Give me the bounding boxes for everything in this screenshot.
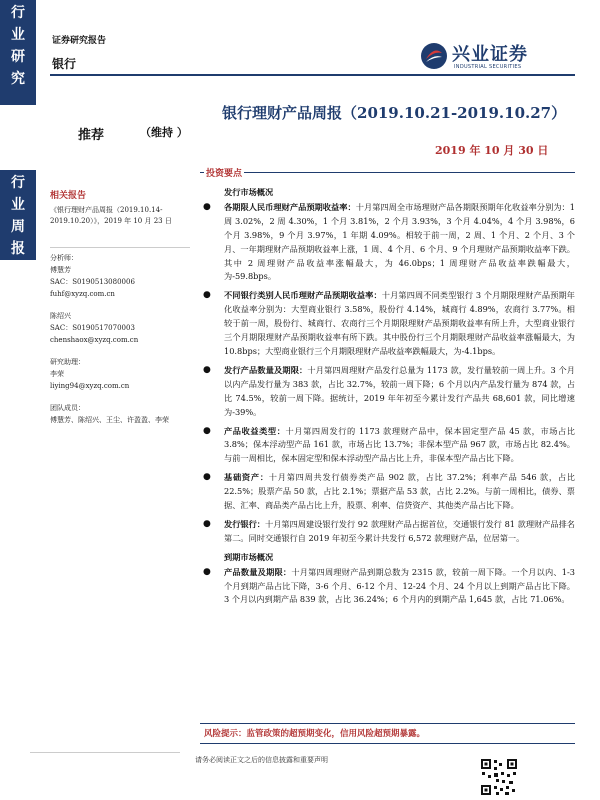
subsection-heading: 发行市场概况	[224, 187, 274, 197]
para-lead: 产品数量及期限：	[224, 566, 292, 577]
related-reports-heading: 相关报告	[50, 191, 87, 201]
main-content	[200, 186, 575, 612]
tag-char: 行	[11, 175, 25, 191]
tag-char: 报	[11, 241, 25, 257]
brand-mark-icon	[420, 42, 448, 70]
analyst-sac: SAC：S0190517070003	[50, 324, 135, 332]
analyst-card	[50, 252, 190, 300]
analyst-name: 傅慧芳	[50, 266, 71, 274]
bullet-icon: ●	[203, 425, 211, 436]
assistant-email[interactable]: liying94@xyzq.com.cn	[50, 382, 130, 390]
bullet-icon: ●	[203, 566, 211, 577]
rating-note: （维持 ）	[140, 126, 188, 139]
content-divider	[200, 723, 575, 724]
brand-name: 兴业证券	[452, 44, 528, 65]
para-lead: 各期限人民币理财产品预期收益率：	[224, 201, 356, 212]
para-lead: 不同银行类别人民币理财产品预期收益率：	[224, 290, 382, 301]
analyst-card	[50, 310, 190, 346]
bullet-paragraph	[200, 518, 575, 546]
disclaimer-note: 请务必阅读正文之后的信息披露和重要声明	[195, 756, 328, 764]
bullet-icon: ●	[203, 364, 211, 375]
tag-char: 周	[11, 219, 25, 235]
section-heading: 投资要点	[204, 166, 244, 179]
rating-label: 推荐	[78, 128, 105, 143]
analyst-email[interactable]: chenshaox@xyzq.com.cn	[50, 336, 139, 344]
bullet-icon: ●	[203, 518, 211, 529]
risk-warning: 风险提示：监管政策的超预期变化，信用风险超预期暴露。	[204, 729, 426, 739]
team-role: 团队成员：	[50, 404, 85, 412]
bullet-paragraph	[200, 566, 575, 608]
para-text: 十月第四周理财产品发行总量为 1173 款，发行量较前一周上升。3 个月以内产品发行量为 383 款，占比 32.7%，较前一周下降；6 个月以内产品发行量为 874 款，占比 74.5%，较前一周下降。据统计，2019 年年初至今累计发行产品共 68,601 款，同比增速为-39%。	[224, 364, 575, 417]
report-date: 2019 年 10 月 30 日	[435, 144, 549, 157]
tag-char: 业	[11, 27, 25, 43]
qr-code-icon	[480, 758, 518, 796]
bullet-paragraph	[200, 289, 575, 359]
para-text: 十月第四周发行的 1173 款理财产品中，保本固定型产品 45 款，市场占比 3.8%；保本浮动型产品 161 款，市场占比 13.7%；非保本型产品 967 款，市场占比 82.4%。与前一周相比，保本固定型和保本浮动型产品占比上升，非保本型产品占比下降。	[224, 425, 575, 464]
tag-char: 行	[11, 5, 25, 21]
bullet-paragraph	[200, 425, 575, 467]
assistant-role: 研究助理：	[50, 358, 85, 366]
tag-char: 究	[11, 71, 25, 87]
analyst-name: 陈绍兴	[50, 312, 71, 320]
para-text: 十月第四周全市场理财产品各期限预期年化收益率分别为：1 周 3.02%，2 周 4.30%，1 个月 3.81%，2 个月 3.93%，3 个月 4.04%，4 个月 3.98%，6 个月 3.98%，9 个月 3.97%，1 年期 4.09%。相较于前一周，2 周、1 个月、2 个月、3 个月、一年期理财产品预期收益率上涨，1 周、4 个月、6 个月、9 个月理财产品预期收益率下跌。其中 2 周理财产品收益率涨幅最大，为 46.0bps；1 周理财产品收益率跌幅最大，为-59.8bps。	[224, 201, 575, 282]
brand-logo	[420, 42, 580, 72]
assistant-card	[50, 356, 190, 392]
section-divider	[200, 172, 575, 173]
para-text: 十月第四周建设银行发行 92 款理财产品占据首位，交通银行发行 81 款理财产品排名第二。同时交通银行自 2019 年初至今累计共发行 6,572 款理财产品，位居第一。	[224, 518, 575, 543]
para-lead: 发行产品数量及期限：	[224, 364, 308, 375]
tag-char: 业	[11, 197, 25, 213]
bullet-icon: ●	[203, 290, 211, 301]
sidebar-info	[50, 188, 190, 426]
para-lead: 基础资产：	[224, 472, 269, 483]
report-type: 证券研究报告	[52, 36, 107, 46]
risk-divider	[200, 743, 575, 744]
para-text: 十月第四周理财产品到期总数为 2315 款，较前一周下降。一个月以内、1-3 个月到期产品占比下降，3-6 个月、6-12 个月、12-24 个月、24 个月以上到期产品占比下降。3 个月以内到期产品 839 款，占比 36.24%；6 个月内的到期产品 1,645 款，占比 71.06%。	[224, 566, 575, 605]
team-card	[50, 402, 190, 426]
subsection-heading: 到期市场概况	[224, 551, 274, 562]
para-text: 十月第四周不同类型银行 3 个月期限理财产品预期年化收益率分别为：大型商业银行 3.58%，股份行 4.14%，城商行 4.89%，农商行 3.77%。相较于前一周，股份行、城商行、农商行三个月期限理财产品预期收益率有所上升，大型商业银行三个月期限理财产品预期收益率有所下跌。其中股份行三个月期限理财产品收益率涨幅最大，为 10.8bps；大型商业银行三个月期限理财产品收益率跌幅最大，为-4.1bps。	[224, 290, 575, 356]
analyst-role: 分析师：	[50, 254, 78, 262]
para-text: 十月第四周共发行债券类产品 902 款，占比 37.2%；利率产品 546 款，占比 22.5%；股票产品 50 款，占比 2.1%；票据产品 53 款，占比 2.2%。与前一周相比，债券、票据、汇率、商品类产品占比上升，股票、利率、信贷资产、其他类产品占比下降。	[224, 472, 575, 511]
analyst-email[interactable]: fuhf@xyzq.com.cn	[50, 290, 115, 298]
bullet-paragraph	[200, 471, 575, 513]
header-divider	[50, 74, 575, 76]
para-lead: 产品收益类型：	[224, 425, 286, 436]
footer-divider	[30, 752, 180, 753]
report-kind-tag	[0, 170, 36, 260]
para-lead: 发行银行：	[224, 518, 265, 529]
analyst-sac: SAC：S0190513080006	[50, 278, 135, 286]
brand-name-en: INDUSTRIAL SECURITIES	[454, 64, 522, 70]
assistant-name: 李荣	[50, 370, 64, 378]
tag-char: 研	[11, 49, 25, 65]
report-category-tag	[0, 0, 36, 105]
related-report-link[interactable]: 《银行理财产品周报（2019.10.14-2019.10.20）》，2019 年 10 月 23 日	[50, 206, 172, 225]
report-title: 银行理财产品周报（2019.10.21-2019.10.27）	[222, 104, 567, 122]
team-names: 傅慧芳、陈绍兴、王尘、许盈盈、李荣	[50, 416, 169, 424]
industry-label: 银行	[52, 57, 77, 71]
sidebar-divider	[50, 247, 190, 248]
bullet-icon: ●	[203, 472, 211, 483]
bullet-icon: ●	[203, 201, 211, 212]
bullet-paragraph	[200, 201, 575, 284]
bullet-paragraph	[200, 364, 575, 420]
